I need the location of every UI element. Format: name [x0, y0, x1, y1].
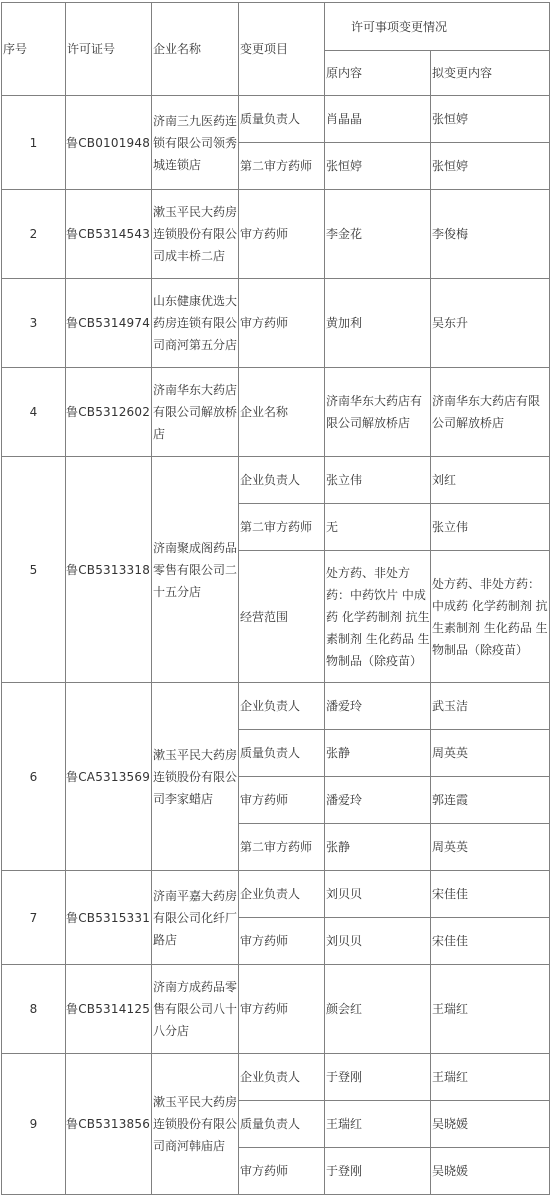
license-cell: 鲁CB5314543 [66, 190, 152, 279]
license-cell: 鲁CB0101948 [66, 96, 152, 190]
new-cell: 宋佳佳 [431, 871, 550, 918]
company-cell: 济南三九医药连锁有限公司领秀城连锁店 [152, 96, 239, 190]
item-cell: 审方药师 [239, 190, 325, 279]
seq-cell: 6 [2, 683, 66, 871]
item-cell: 审方药师 [239, 965, 325, 1054]
old-cell: 潘爱玲 [325, 683, 431, 730]
new-cell: 郭连霞 [431, 777, 550, 824]
new-cell: 周英英 [431, 824, 550, 871]
new-cell: 处方药、非处方药：中成药 化学药制剂 抗生素制剂 生化药品 生物制品（除疫苗） [431, 551, 550, 683]
item-cell: 第二审方药师 [239, 143, 325, 190]
old-cell: 张立伟 [325, 457, 431, 504]
old-cell: 张静 [325, 730, 431, 777]
new-cell: 王瑞红 [431, 965, 550, 1054]
table-row [2, 683, 550, 730]
company-cell: 山东健康优选大药房连锁有限公司商河第五分店 [152, 279, 239, 368]
new-cell: 王瑞红 [431, 1054, 550, 1101]
item-cell: 第二审方药师 [239, 504, 325, 551]
old-cell: 于登刚 [325, 1148, 431, 1195]
item-cell: 质量负责人 [239, 96, 325, 143]
new-cell: 张立伟 [431, 504, 550, 551]
old-cell: 于登刚 [325, 1054, 431, 1101]
company-cell: 漱玉平民大药房连锁股份有限公司商河韩庙店 [152, 1054, 239, 1195]
license-cell: 鲁CB5314125 [66, 965, 152, 1054]
license-cell: 鲁CB5313856 [66, 1054, 152, 1195]
old-cell: 肖晶晶 [325, 96, 431, 143]
table-row [2, 1054, 550, 1101]
license-cell: 鲁CA5313569 [66, 683, 152, 871]
company-cell: 济南华东大药店有限公司解放桥店 [152, 368, 239, 457]
item-cell: 企业名称 [239, 368, 325, 457]
new-cell: 武玉洁 [431, 683, 550, 730]
item-cell: 质量负责人 [239, 730, 325, 777]
license-cell: 鲁CB5314974 [66, 279, 152, 368]
company-cell: 济南方成药品零售有限公司八十八分店 [152, 965, 239, 1054]
item-cell: 审方药师 [239, 918, 325, 965]
new-cell: 张恒婷 [431, 143, 550, 190]
item-cell: 第二审方药师 [239, 824, 325, 871]
seq-cell: 2 [2, 190, 66, 279]
item-cell: 企业负责人 [239, 683, 325, 730]
header-change-group: 许可事项变更情况 [325, 3, 550, 51]
company-cell: 济南聚成阁药品零售有限公司二十五分店 [152, 457, 239, 683]
table-row [2, 279, 550, 368]
license-cell: 鲁CB5312602 [66, 368, 152, 457]
new-cell: 周英英 [431, 730, 550, 777]
header-seq: 序号 [2, 3, 66, 96]
header-license: 许可证号 [66, 3, 152, 96]
old-cell: 处方药、非处方药：中药饮片 中成药 化学药制剂 抗生素制剂 生化药品 生物制品（除疫苗） [325, 551, 431, 683]
seq-cell: 9 [2, 1054, 66, 1195]
new-cell: 吴晓媛 [431, 1101, 550, 1148]
header-company: 企业名称 [152, 3, 239, 96]
item-cell: 审方药师 [239, 279, 325, 368]
seq-cell: 8 [2, 965, 66, 1054]
header-old: 原内容 [325, 51, 431, 96]
new-cell: 刘红 [431, 457, 550, 504]
item-cell: 审方药师 [239, 1148, 325, 1195]
header-row [2, 3, 550, 51]
header-new: 拟变更内容 [431, 51, 550, 96]
old-cell: 颜会红 [325, 965, 431, 1054]
item-cell: 企业负责人 [239, 1054, 325, 1101]
company-cell: 漱玉平民大药房连锁股份有限公司李家蜡店 [152, 683, 239, 871]
old-cell: 刘贝贝 [325, 871, 431, 918]
old-cell: 刘贝贝 [325, 918, 431, 965]
old-cell: 黄加利 [325, 279, 431, 368]
old-cell: 济南华东大药店有限公司解放桥店 [325, 368, 431, 457]
seq-cell: 5 [2, 457, 66, 683]
new-cell: 李俊梅 [431, 190, 550, 279]
header-item: 变更项目 [239, 3, 325, 96]
old-cell: 张恒婷 [325, 143, 431, 190]
license-change-table [1, 2, 550, 1195]
table-row [2, 368, 550, 457]
company-cell: 济南平嘉大药房有限公司化纤厂路店 [152, 871, 239, 965]
new-cell: 济南华东大药店有限公司解放桥店 [431, 368, 550, 457]
item-cell: 审方药师 [239, 777, 325, 824]
item-cell: 企业负责人 [239, 457, 325, 504]
table-row [2, 965, 550, 1054]
new-cell: 吴晓媛 [431, 1148, 550, 1195]
license-cell: 鲁CB5315331 [66, 871, 152, 965]
seq-cell: 3 [2, 279, 66, 368]
table-row [2, 871, 550, 918]
seq-cell: 7 [2, 871, 66, 965]
item-cell: 经营范围 [239, 551, 325, 683]
table-row [2, 190, 550, 279]
license-cell: 鲁CB5313318 [66, 457, 152, 683]
seq-cell: 1 [2, 96, 66, 190]
new-cell: 吴东升 [431, 279, 550, 368]
old-cell: 李金花 [325, 190, 431, 279]
company-cell: 漱玉平民大药房连锁股份有限公司成丰桥二店 [152, 190, 239, 279]
new-cell: 张恒婷 [431, 96, 550, 143]
new-cell: 宋佳佳 [431, 918, 550, 965]
old-cell: 王瑞红 [325, 1101, 431, 1148]
item-cell: 企业负责人 [239, 871, 325, 918]
table-row [2, 457, 550, 504]
old-cell: 潘爱玲 [325, 777, 431, 824]
item-cell: 质量负责人 [239, 1101, 325, 1148]
seq-cell: 4 [2, 368, 66, 457]
table-row [2, 96, 550, 143]
old-cell: 张静 [325, 824, 431, 871]
old-cell: 无 [325, 504, 431, 551]
